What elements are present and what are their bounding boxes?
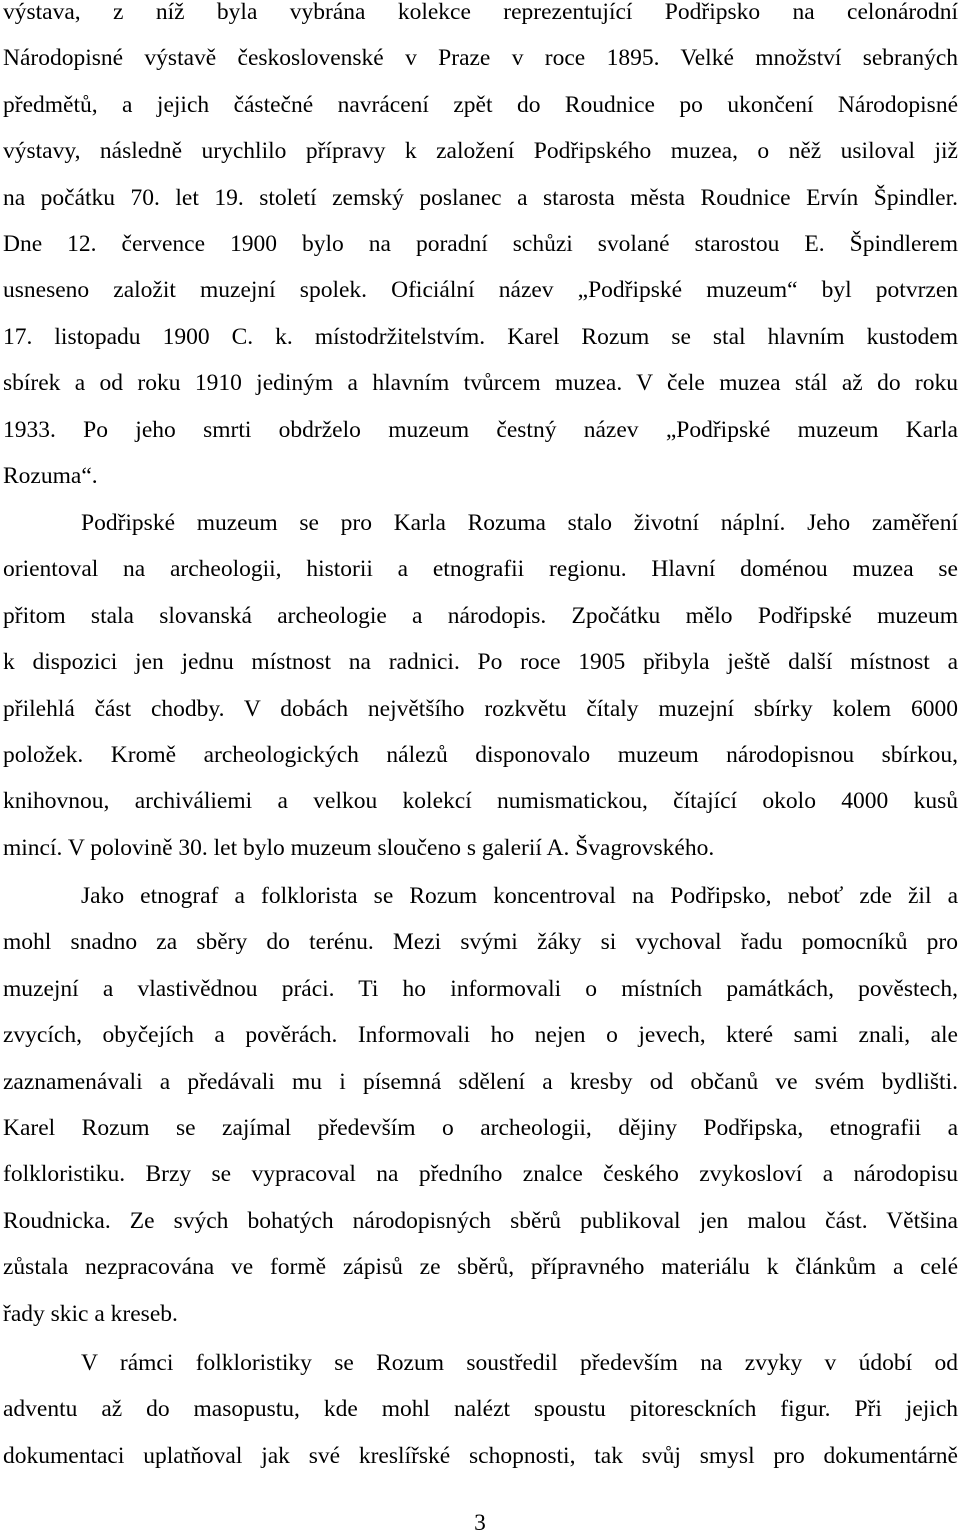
text-line: zůstala nezpracována ve formě zápisů ze sběrů, přípravného materiálu k článkům a celé: [3, 1254, 958, 1281]
text-line: výstava, z níž byla vybrána kolekce reprezentující Podřipsko na celonárodní: [3, 0, 958, 25]
text-line: zaznamenávali a předávali mu i písemná sdělení a kresby od občanů ve svém bydlišti.: [3, 1068, 958, 1095]
text-line: muzejní a vlastivědnou práci. Ti ho informovali o místních památkách, pověstech,: [3, 975, 958, 1002]
text-line: folkloristiku. Brzy se vypracoval na předního znalce českého zvykosloví a národopisu: [3, 1161, 958, 1188]
text-line: orientoval na archeologii, historii a etnografii regionu. Hlavní doménou muzea se: [3, 556, 958, 583]
text-line: Podřipské muzeum se pro Karla Rozuma stalo životní náplní. Jeho zaměření: [81, 510, 958, 536]
text-line: adventu až do masopustu, kde mohl nalézt spoustu pitoresckních figur. Při jejich: [3, 1396, 958, 1423]
text-line: položek. Kromě archeologických nálezů disponovalo muzeum národopisnou sbírkou,: [3, 741, 958, 768]
text-line: dokumentaci uplatňoval jak své kreslířské schopnosti, tak svůj smysl pro dokumentárně: [3, 1442, 958, 1469]
paragraph-2: [3, 500, 958, 871]
text-line: předmětů, a jejich částečné navrácení zpět do Roudnice po ukončení Národopisné: [3, 91, 958, 118]
text-line: řady skic a kreseb.: [3, 1300, 178, 1327]
text-line: Jako etnograf a folklorista se Rozum koncentroval na Podřipsko, neboť zde žil a: [81, 883, 958, 909]
text-line: Karel Rozum se zajímal především o archeologii, dějiny Podřipska, etnografii a: [3, 1114, 958, 1141]
text-line: knihovnou, archiváliemi a velkou kolekcí numismatickou, čítající okolo 4000 kusů: [3, 788, 958, 815]
paragraph-4: [3, 1340, 958, 1479]
text-line: V rámci folkloristiky se Rozum soustředil především na zvyky v údobí od: [81, 1350, 958, 1376]
text-line: k dispozici jen jednu místnost na radnici. Po roce 1905 přibyla ještě další místnost a: [3, 649, 958, 676]
paragraph-1: [3, 0, 958, 499]
page-number: 3: [474, 1510, 486, 1536]
text-line: mohl snadno za sběry do terénu. Mezi svými žáky si vychoval řadu pomocníků pro: [3, 929, 958, 956]
text-line: zvycích, obyčejích a pověrách. Informovali ho nejen o jevech, které sami znali, ale: [3, 1022, 958, 1049]
text-line: Národopisné výstavě československé v Praze v roce 1895. Velké množství sebraných: [3, 45, 958, 72]
paragraph-3: [3, 873, 958, 1337]
text-line: přitom stala slovanská archeologie a národopis. Zpočátku mělo Podřipské muzeum: [3, 602, 958, 629]
text-line: sbírek a od roku 1910 jediným a hlavním tvůrcem muzea. V čele muzea stál až do roku: [3, 370, 958, 397]
text-line: mincí. V polovině 30. let bylo muzeum sloučeno s galerií A. Švagrovského.: [3, 834, 715, 861]
text-line: Roudnicka. Ze svých bohatých národopisných sběrů publikoval jen malou část. Většina: [3, 1207, 958, 1234]
text-line: na počátku 70. let 19. století zemský poslanec a starosta města Roudnice Ervín Špindler.: [3, 184, 958, 211]
text-line: 17. listopadu 1900 C. k. místodržitelstvím. Karel Rozum se stal hlavním kustodem: [3, 323, 958, 350]
text-line: výstavy, následně urychlilo přípravy k založení Podřipského muzea, o něž usiloval již: [3, 138, 958, 165]
text-line: Dne 12. července 1900 bylo na poradní schůzi svolané starostou E. Špindlerem: [3, 230, 958, 257]
text-line: přilehlá část chodby. V dobách největšího rozkvětu čítaly muzejní sbírky kolem 6000: [3, 695, 958, 722]
text-line: Rozuma“.: [3, 462, 98, 489]
text-line: usneseno založit muzejní spolek. Oficiální název „Podřipské muzeum“ byl potvrzen: [3, 277, 958, 304]
text-line: 1933. Po jeho smrti obdrželo muzeum čestný název „Podřipské muzeum Karla: [3, 416, 958, 443]
